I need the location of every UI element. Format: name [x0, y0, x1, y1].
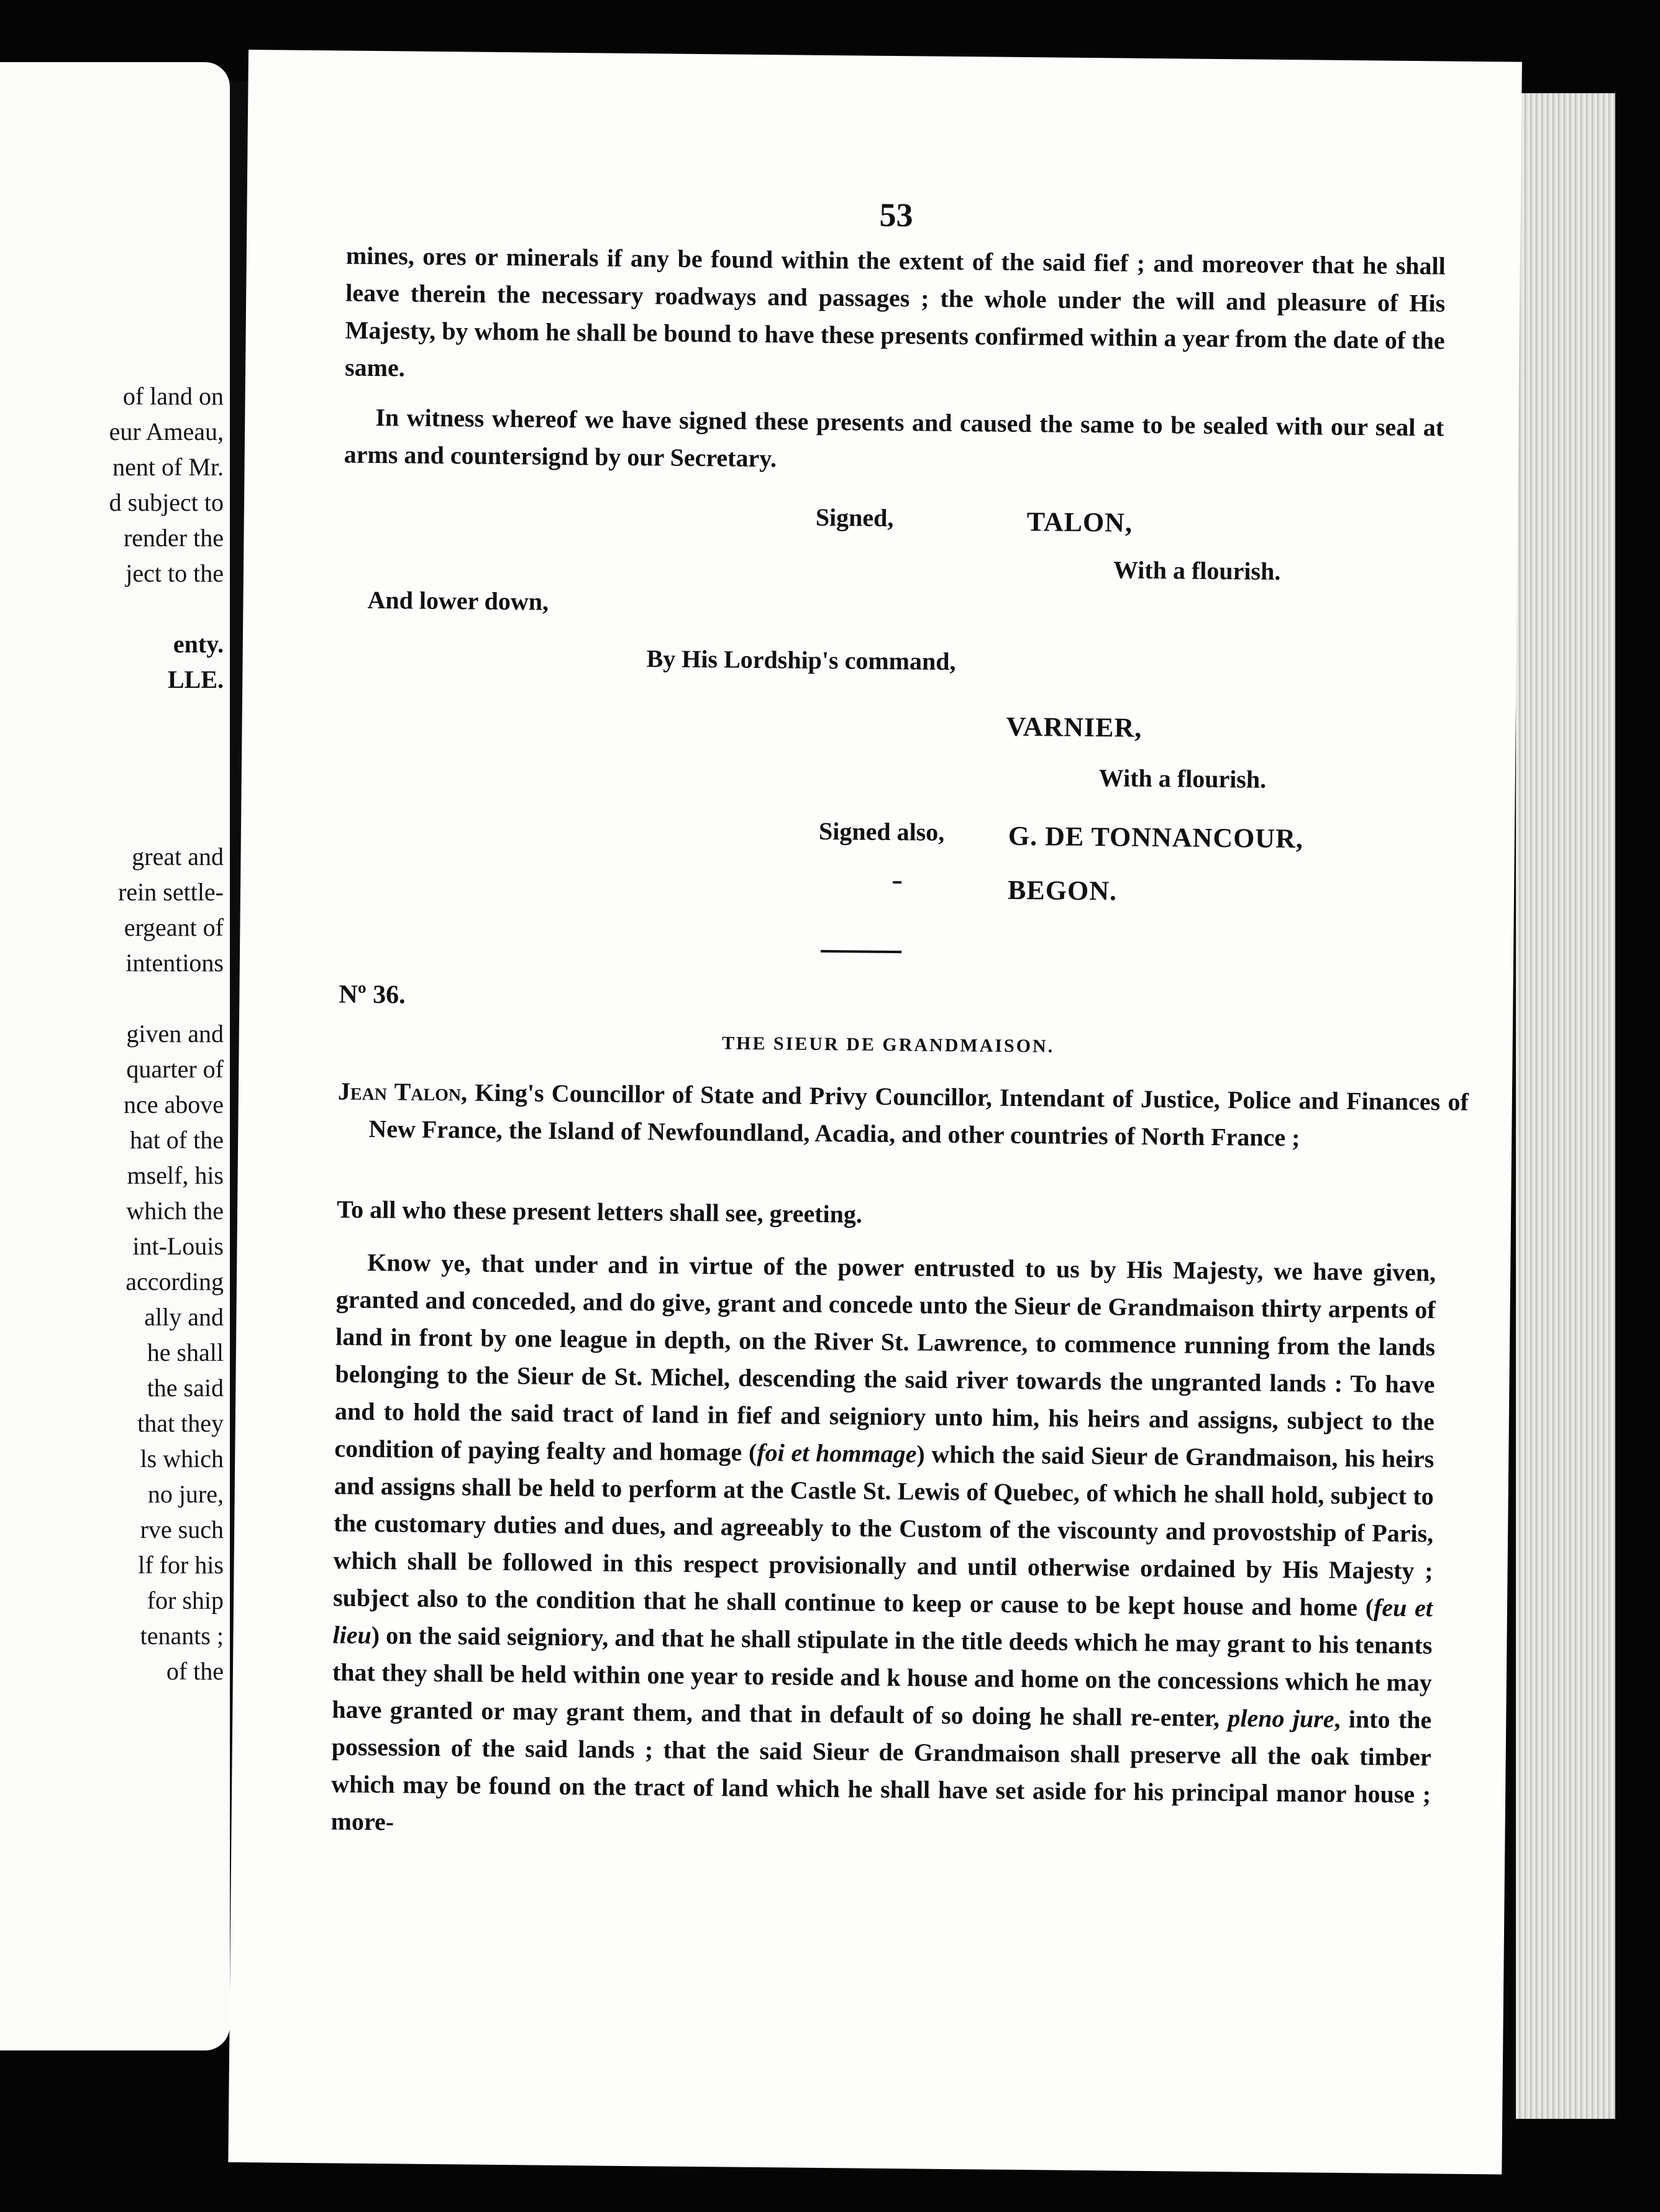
left-page-line: ject to the	[125, 559, 224, 587]
left-page-line: int-Louis	[132, 1232, 224, 1260]
left-page-line: which the	[126, 1197, 224, 1225]
left-page-line: lf for his	[138, 1551, 224, 1579]
ink-mark	[893, 881, 901, 884]
left-page-line: according	[125, 1268, 224, 1296]
grant-paragraph	[331, 1243, 1436, 1850]
left-page-line: mself, his	[127, 1161, 224, 1189]
signer-tonnancour: G. DE TONNANCOUR,	[1008, 820, 1304, 854]
signer-begon: BEGON.	[1007, 874, 1118, 907]
page-number: 53	[879, 196, 913, 234]
left-page-line: ergeant of	[124, 913, 224, 941]
left-page-line: nce above	[123, 1090, 224, 1118]
left-page-line: he shall	[147, 1338, 224, 1366]
paragraph-witness: In witness whereof we have signed these presents and caused the same to be sealed with our seal at arms and countersignd by our Secretary.	[344, 403, 1444, 473]
left-page-line: nent of Mr.	[112, 453, 224, 481]
left-page-line: the said	[147, 1374, 224, 1402]
left-page-line: rve such	[140, 1515, 224, 1543]
left-page-line: great and	[132, 843, 224, 871]
left-page-line: enty.	[173, 630, 224, 658]
left-page-fragment	[0, 62, 230, 2050]
page-edges	[1516, 93, 1615, 2119]
grant-italic-feu-et-lieu: feu et lieu	[332, 1593, 1433, 1650]
grant-italic-pleno-jure: pleno jure	[1228, 1704, 1334, 1733]
left-page-line: of land on	[122, 382, 224, 410]
left-page-line: hat of the	[129, 1126, 224, 1154]
grant-text-4: house and home on the concessions which he may have granted or may grant them, and that in default of so doing he shall re-enter,	[332, 1663, 1433, 1732]
left-page-line: quarter of	[126, 1055, 224, 1083]
intendant-name: Jean Talon,	[337, 1077, 468, 1107]
left-page-line: tenants ;	[140, 1622, 224, 1650]
document-number: Nº 36.	[339, 980, 406, 1010]
flourish-varnier: With a flourish.	[1098, 764, 1267, 793]
grant-italic-foi-et-hommage: foi et hommage	[757, 1438, 917, 1468]
left-page-line: for ship	[147, 1586, 224, 1614]
grant-text-5: , into the possession of the said lands ; that the said Sieur de Grandmaison shall preserve all the oak timber which may be found on the tract of land which he shall have set aside for his principal manor house ; more-	[331, 1704, 1432, 1836]
left-page-line: render the	[123, 524, 224, 552]
signed-also-label: Signed also,	[818, 816, 945, 846]
left-page-line: that they	[137, 1409, 224, 1437]
left-page-line: of the	[166, 1657, 224, 1685]
left-page-line: ls which	[140, 1445, 224, 1473]
section-rule	[821, 950, 901, 953]
left-page-line: eur Ameau,	[109, 418, 224, 446]
intendant-introduction	[337, 1072, 1469, 1158]
left-page-line: no jure,	[147, 1480, 224, 1508]
greeting-line: To all who these present letters shall see, greeting.	[336, 1195, 863, 1228]
left-page-line: given and	[126, 1020, 224, 1048]
grant-text-3: ) on the said seigniory, and that he shall stipulate in the title deeds which he may grant to his tenants that they shall be held within one year to reside and k	[332, 1621, 1433, 1692]
left-page-line: intentions	[125, 949, 224, 977]
grant-text-2: ) which the said Sieur de Grandmaison, his heirs and assigns shall be held to perform at the Castle St. Lewis of Quebec, of which he shall hold, subject to the customary duties and dues, and agreeably to the Custom of the viscounty and provostship of Paris, which shall be followed in this respect provisionally and until otherwise ordained by His Majesty ; subject also to the condition that he shall continue to keep or cause to be kept house and home (	[332, 1440, 1434, 1622]
left-page-line: d subject to	[109, 488, 224, 516]
left-page-line: LLE.	[167, 665, 224, 693]
signed-label: Signed,	[815, 503, 894, 532]
lordship-command: By His Lordship's command,	[646, 644, 956, 675]
left-page-line: rein settle-	[118, 878, 224, 906]
signer-talon: TALON,	[1026, 506, 1133, 538]
flourish-talon: With a flourish.	[1113, 555, 1281, 585]
left-page-line: ally and	[144, 1303, 224, 1331]
signer-varnier: VARNIER,	[1006, 711, 1142, 743]
right-page	[228, 50, 1522, 2175]
paragraph-fief-conditions: mines, ores or minerals if any be found within the extent of the said fief ; and moreover that he shall leave therein the necessary roadways and passages ; the whole under the will and pleasure of His Majesty, by whom he shall be bound to have these presents confirmed within a year from the date of the same.	[344, 241, 1446, 382]
document-heading: THE SIEUR DE GRANDMAISON.	[721, 1033, 1055, 1057]
grant-text-1: Know ye, that under and in virtue of the power entrusted to us by His Majesty, we have given, granted and conceded, and do give, grant and concede unto the Sieur de Grandmaison thirty arpents of land in front by one league in depth, on the River St. Lawrence, to commence running from the lands belonging to the Sieur de St. Michel, descending the said river towards the ungranted lands : To have and to hold the said tract of land in fief and seigniory unto him, his heirs and assigns, subject to the condition of paying fealty and homage (	[334, 1248, 1436, 1466]
intendant-titles: King's Councillor of State and Privy Councillor, Intendant of Justice, Police and Finances of New France, the Island of Newfoundland, Acadia, and other countries of North France ;	[368, 1078, 1469, 1152]
lower-down-label: And lower down,	[367, 585, 549, 616]
